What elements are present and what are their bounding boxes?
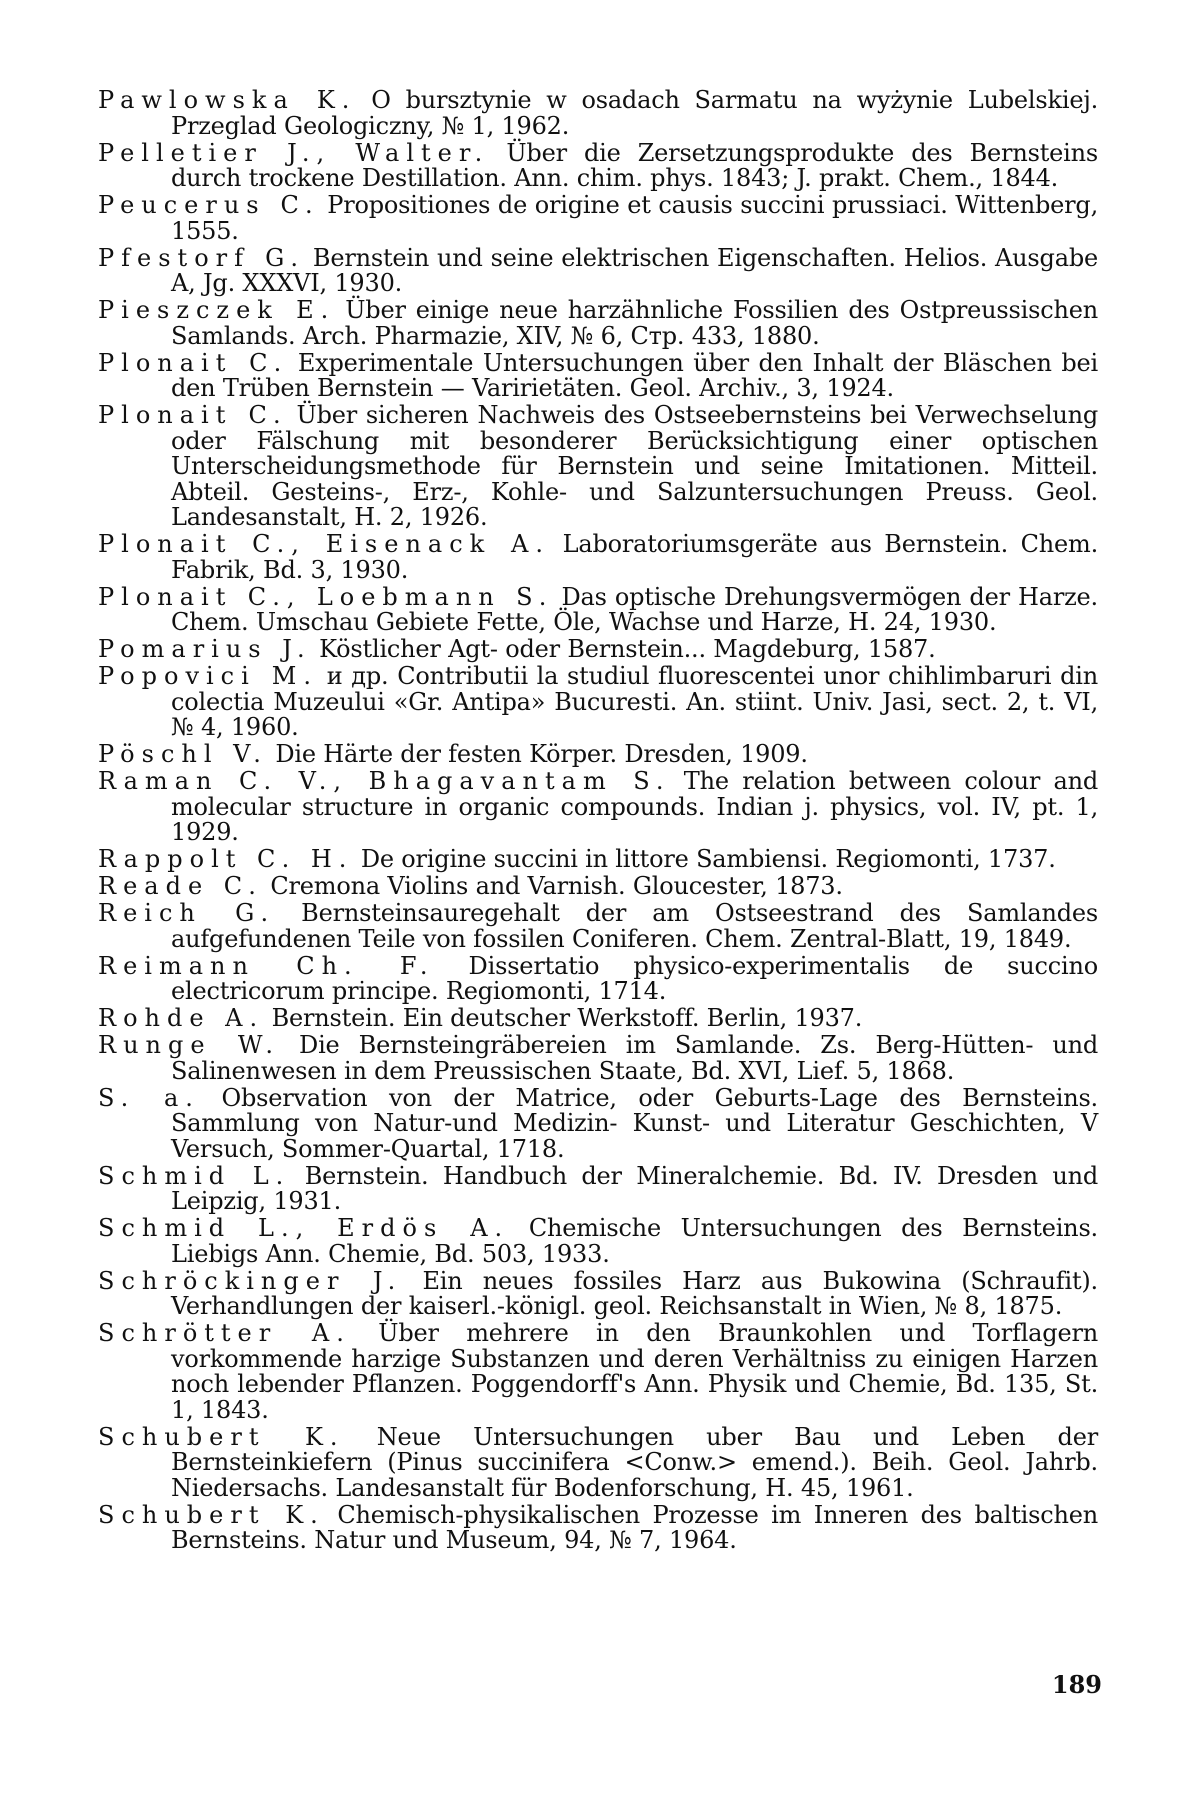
entry-text: Neue Untersuchungen uber Bau und Leben der Bernsteinkiefern (Pinus succinifera <Conw.> emend.). Beih. Geol. Jahrb. Niedersachs. Landesanstalt für Bodenforschung, H. 45, 1961. <box>171 1422 1098 1502</box>
entry-text: De origine succini in littore Sambiensi. Regiomonti, 1737. <box>353 845 1056 873</box>
entry-author: Runge W. <box>98 1031 280 1059</box>
entry-text: Bernsteinsauregehalt der am Ostseestrand des Samlandes aufgefundenen Teile von fossilen Coniferen. Chem. Zentral-Blatt, 19, 1849. <box>171 899 1098 953</box>
bibliography-entry <box>98 1500 1098 1554</box>
bibliography-list <box>98 88 1098 1555</box>
page-number: 189 <box>1051 1670 1102 1699</box>
entry-author: S. a. <box>98 1083 200 1112</box>
bibliography-entry <box>98 951 1099 1005</box>
bibliography-entry <box>98 88 1098 139</box>
bibliography-entry <box>98 1006 1098 1032</box>
entry-author: Plonait C., Eisenack A. <box>98 530 550 558</box>
entry-author: Pelletier J., Walter. <box>98 138 490 167</box>
entry-text: Chemisch-physikalischen Prozesse im Inneren des baltischen Bernsteins. Natur und Museum, 94, № 7, 1964. <box>171 1500 1098 1554</box>
bibliography-entry <box>98 742 1098 768</box>
bibliography-entry <box>98 1033 1098 1084</box>
entry-author: Pöschl V. <box>98 740 268 768</box>
bibliography-entry <box>98 1422 1098 1502</box>
entry-text: и др. Contributii la studiul fluorescentei unor chihlimbaruri din colectia Muzeului «Gr. Antipa» Bucuresti. An. stiint. Univ. Jasi, sect. 2, t. VI, № 4, 1960. <box>171 662 1099 741</box>
entry-author: Raman C. V., Bhagavantam S. <box>98 767 671 795</box>
bibliography-entry <box>98 193 1098 244</box>
bibliography-entry <box>98 637 1098 663</box>
bibliography-entry <box>98 874 1098 900</box>
entry-text: Experimentale Untersuchungen über den Inhalt der Bläschen bei den Trüben Bernstein — Varirietäten. Geol. Archiv., 3, 1924. <box>171 348 1099 402</box>
entry-text: Über sicheren Nachweis des Ostseebernsteins bei Verwechselung oder Fälschung mit besonderer Berücksichtigung einer optischen Unterscheidungsmethode für Bernstein und seine Imitationen. Mitteil. Abteil. Gesteins-, Erz-, Kohle- und Salzuntersuchungen Preuss. Geol. Landesanstalt, H. 2, 1926. <box>171 401 1098 531</box>
bibliography-entry <box>98 901 1098 952</box>
entry-text: Cremona Violins and Varnish. Gloucester, 1873. <box>262 872 843 900</box>
entry-text: O bursztynie w osadach Sarmatu na wyżynie Lubelskiej. Przeglad Geologiczny, № 1, 1962. <box>171 86 1098 140</box>
entry-author: Schubert K. <box>98 1422 345 1451</box>
entry-text: Dissertatio physico-experimentalis de succino electricorum principe. Regiomonti, 1714. <box>171 951 1099 1005</box>
bibliography-entry <box>98 582 1098 636</box>
entry-author: Rohde A. <box>98 1004 265 1032</box>
entry-text: Laboratoriumsgeräte aus Bernstein. Chem. Fabrik, Bd. 3, 1930. <box>171 530 1099 584</box>
entry-text: Über mehrere in den Braunkohlen und Torflagern vorkommende harzige Substanzen und deren Verhältniss zu einigen Harzen noch lebender Pflanzen. Poggendorff's Ann. Physik und Chemie, Bd. 135, St. 1, 1843. <box>171 1319 1098 1424</box>
bibliography-entry <box>98 664 1098 741</box>
entry-text: Köstlicher Agt- oder Bernstein... Magdeburg, 1587. <box>311 635 936 663</box>
entry-text: Bernstein. Handbuch der Mineralchemie. Bd. IV. Dresden und Leipzig, 1931. <box>171 1161 1098 1215</box>
bibliography-entry <box>98 243 1098 297</box>
entry-author: Popovici M. <box>98 662 318 690</box>
entry-text: Die Härte der festen Körper. Dresden, 1909. <box>267 740 808 768</box>
entry-text: Observation von der Matrice, oder Geburts-Lage des Bernsteins. Sammlung von Natur-und Medizin- Kunst- und Literatur Geschichten, V Versuch, Sommer-Quartal, 1718. <box>171 1083 1098 1163</box>
entry-text: Propositiones de origine et causis succini prussiaci. Wittenberg, 1555. <box>171 191 1099 245</box>
entry-author: Schröckinger J. <box>98 1266 403 1295</box>
entry-author: Reich G. <box>98 899 276 927</box>
bibliography-entry <box>98 847 1098 873</box>
bibliography-entry <box>98 1161 1098 1215</box>
entry-text: Bernstein und seine elektrischen Eigenschaften. Helios. Ausgabe A, Jg. XXXVI, 1930. <box>171 243 1098 297</box>
entry-author: Schubert K. <box>98 1500 325 1529</box>
entry-author: Schmid L. <box>98 1161 291 1190</box>
bibliography-entry <box>98 403 1098 531</box>
bibliography-entry <box>98 298 1098 349</box>
entry-author: Peucerus C. <box>98 191 320 219</box>
bibliography-entry <box>98 1083 1098 1163</box>
bibliography-entry <box>98 532 1098 583</box>
entry-author: Rappolt C. H. <box>98 845 354 873</box>
entry-text: Über einige neue harzähnliche Fossilien des Ostpreussischen Samlands. Arch. Pharmazie, XIV, № 6, Стр. 433, 1880. <box>171 296 1098 350</box>
bibliography-entry <box>98 769 1098 846</box>
entry-author: Pomarius J. <box>98 635 312 663</box>
entry-author: Pawlowska K. <box>98 86 357 114</box>
bibliography-entry <box>98 1216 1098 1267</box>
entry-author: Schmid L., Erdös A. <box>98 1214 510 1242</box>
bibliography-entry <box>98 348 1099 402</box>
entry-text: Bernstein. Ein deutscher Werkstoff. Berlin, 1937. <box>264 1004 863 1032</box>
entry-text: Die Bernsteingräbereien im Samlande. Zs. Berg-Hütten- und Salinenwesen in dem Preussischen Staate, Bd. XVI, Lief. 5, 1868. <box>171 1031 1099 1085</box>
entry-author: Pieszczek E. <box>98 296 336 324</box>
bibliography-entry <box>98 138 1098 192</box>
entry-text: Über die Zersetzungsprodukte des Bernsteins durch trockene Destillation. Ann. chim. phys. 1843; J. prakt. Chem., 1844. <box>171 138 1098 192</box>
entry-author: Pfestorf G. <box>98 243 306 272</box>
entry-author: Reimann Ch. F. <box>98 951 435 980</box>
entry-text: Chemische Untersuchungen des Bernsteins. Liebigs Ann. Chemie, Bd. 503, 1933. <box>171 1214 1098 1268</box>
entry-text: Ein neues fossiles Harz aus Bukowina (Schraufit). Verhandlungen der kaiserl.-königl. geol. Reichsanstalt in Wien, № 8, 1875. <box>171 1266 1098 1320</box>
entry-author: Reade C. <box>98 872 263 900</box>
entry-author: Schrötter A. <box>98 1319 351 1347</box>
entry-text: Das optische Drehungsvermögen der Harze. Chem. Umschau Gebiete Fette, Öle, Wachse und Harze, H. 24, 1930. <box>171 582 1098 636</box>
bibliography-entry <box>98 1266 1098 1320</box>
bibliography-entry <box>98 1321 1098 1423</box>
entry-author: Plonait C. <box>98 348 289 377</box>
entry-author: Plonait C. <box>98 401 288 429</box>
entry-text: The relation between colour and molecular structure in organic compounds. Indian j. physics, vol. IV, pt. 1, 1929. <box>171 767 1098 846</box>
entry-author: Plonait C., Loebmann S. <box>98 582 554 611</box>
